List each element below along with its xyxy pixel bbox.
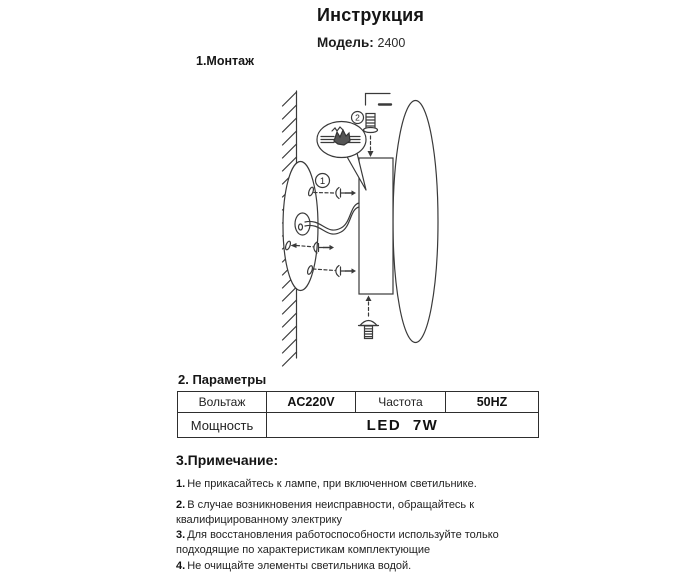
voltage-label-cell: Вольтаж bbox=[178, 392, 267, 413]
bottom-screw-arrow bbox=[366, 296, 372, 318]
note-2-text: В случае возникновения неисправности, обращайтесь к квалифицированному электрику bbox=[176, 499, 475, 526]
step-badge-1 bbox=[316, 174, 330, 188]
note-1-number: 1. bbox=[176, 478, 186, 490]
note-3-number: 3. bbox=[176, 529, 186, 541]
power-value-cell: LED 7W bbox=[267, 413, 539, 438]
note-4-text: Не очищайте элементы светильника водой. bbox=[187, 560, 412, 572]
note-2 bbox=[176, 498, 548, 528]
lamp-shade bbox=[393, 101, 438, 343]
note-3 bbox=[176, 528, 548, 558]
note-3-text: Для восстановления работоспособности используйте только подходящие по характеристикам комплектующие bbox=[176, 529, 499, 556]
section-notes-heading: 3.Примечание: bbox=[176, 452, 279, 468]
section-montage-heading: 1.Монтаж bbox=[196, 54, 254, 68]
note-4-number: 4. bbox=[176, 560, 186, 572]
model-line bbox=[317, 35, 405, 50]
table-row bbox=[178, 392, 539, 413]
model-value: 2400 bbox=[377, 36, 406, 50]
frequency-label-cell: Частота bbox=[356, 392, 446, 413]
parameters-table bbox=[177, 391, 539, 438]
voltage-value-cell: AC220V bbox=[267, 392, 356, 413]
model-label: Модель: bbox=[317, 35, 374, 50]
plate-screw-row-top bbox=[314, 188, 356, 199]
note-1-text: Не прикасайтесь к лампе, при включенном светильнике. bbox=[187, 478, 477, 490]
plate-screw-row-bottom bbox=[313, 266, 356, 277]
note-2-number: 2. bbox=[176, 499, 186, 511]
table-row bbox=[178, 413, 539, 438]
mounting-diagram bbox=[270, 85, 505, 380]
svg-text:2: 2 bbox=[355, 112, 360, 123]
vertical-screw-bottom-icon bbox=[359, 321, 379, 339]
plate-cable-hole bbox=[295, 213, 310, 235]
svg-text:1: 1 bbox=[319, 176, 326, 187]
lamp-body bbox=[359, 158, 393, 294]
vertical-screw-top-icon bbox=[364, 114, 378, 133]
section-params-heading: 2. Параметры bbox=[178, 372, 267, 387]
note-4 bbox=[176, 559, 548, 574]
screw-down-arrow bbox=[368, 136, 374, 157]
note-1 bbox=[176, 477, 548, 492]
page-title: Инструкция bbox=[317, 5, 425, 25]
power-label-cell: Мощность bbox=[178, 413, 267, 438]
top-bracket bbox=[366, 94, 392, 106]
frequency-value-cell: 50HZ bbox=[446, 392, 539, 413]
step-badge-2 bbox=[352, 112, 364, 124]
